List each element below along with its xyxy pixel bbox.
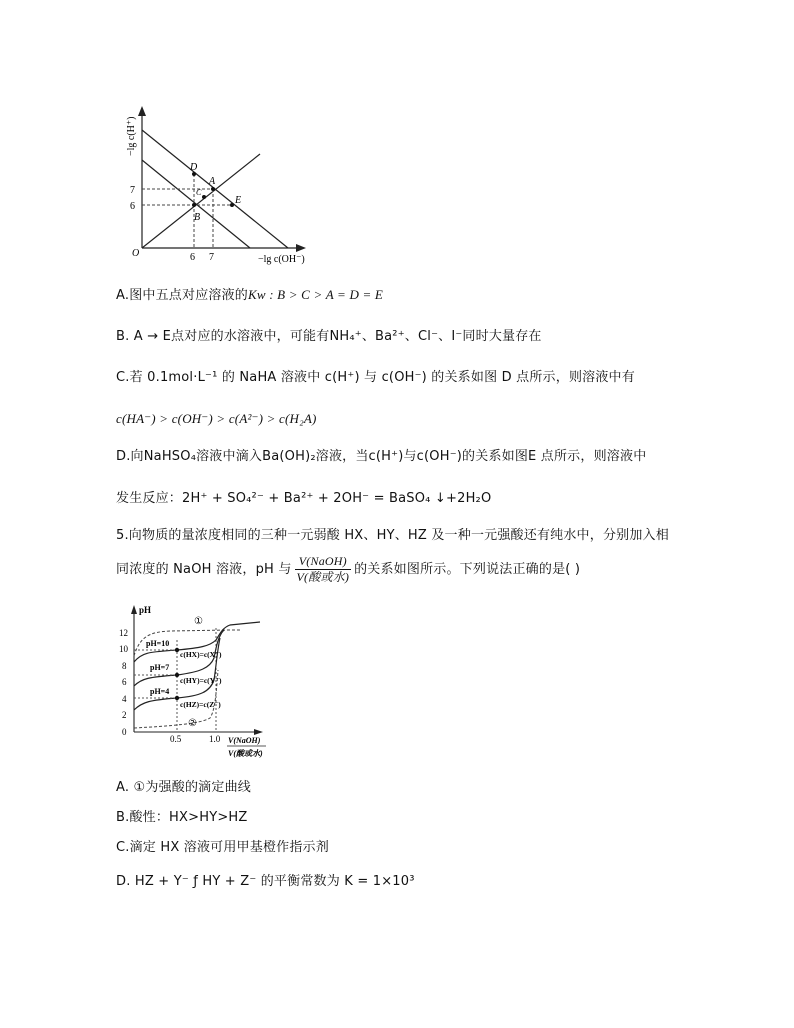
y-tick-6: 6 [122,677,127,687]
curve-2-label: ② [188,718,197,729]
label-e: E [235,195,242,206]
y-tick-2: 2 [122,710,127,720]
x-axis-arrow [254,729,263,735]
point-hx-half [175,648,179,652]
q5-stem-line2 [116,552,580,588]
y-tick-10: 10 [119,644,128,654]
label-b: B [194,212,201,223]
point-c [202,195,206,199]
line-neutral [142,154,260,248]
point-hz-half [175,696,179,700]
q5-option-d: D. HZ + Y⁻ ƒ HY + Z⁻ 的平衡常数为 K = 1×10³ [116,874,415,889]
y-tick-12: 12 [119,628,128,638]
origin-label: O [132,248,140,259]
label-d: D [190,162,198,173]
label-c: C [196,188,202,197]
tick-x7: 7 [209,252,214,263]
x-tick-1-0: 1.0 [209,734,221,744]
ann-hx: c(HX)=c(X⁻) [180,650,222,659]
y-axis-label: pH [139,605,152,615]
q5-stem-line1: 5.向物质的量浓度相同的三种一元弱酸 HX、HY、HZ 及一种一元强酸还有纯水中，分别加入相 [116,528,669,543]
y-axis-label: −lg c(H⁺) [126,116,137,156]
q4-option-d-line1: D.向NaHSO₄溶液中滴入Ba(OH)₂溶液，当c(H⁺)与c(OH⁻)的关系如图E 点所示，则溶液中 [116,449,647,464]
y-tick-0: 0 [122,727,127,737]
label-a: A [209,176,216,187]
ann-hy: c(HY)=c(Y⁻) [180,676,222,685]
x-axis-label: −lg c(OH⁻) [258,254,305,265]
ann-hz-ph: pH=4 [150,687,170,696]
q4-option-c-line2: c(HA⁻) > c(OH⁻) > c(A²⁻) > c(H₂A) [116,411,317,426]
tick-y7: 7 [130,185,135,196]
tick-x6: 6 [190,252,195,263]
ann-hz: c(HZ)=c(Z⁻) [180,700,221,709]
q4-option-d-line2: 发生反应：2H⁺ + SO₄²⁻ + Ba²⁺ + 2OH⁻ = BaSO₄ ↓+2H₂O [116,491,492,506]
x-label-den: V(酸或水) [228,749,263,758]
ann-hx-ph: pH=10 [146,639,170,648]
ann-hy-ph: pH=7 [150,663,170,672]
q4-option-a [116,286,383,305]
q4-option-a-math: Kw : B > C > A = D = E [248,287,384,302]
y-axis-arrow [131,605,137,614]
y-tick-8: 8 [122,661,127,671]
q5-stem-line2-a: 同浓度的 NaOH 溶液，pH 与 [116,562,292,577]
q5-option-a: A. ①为强酸的滴定曲线 [116,780,251,795]
q4-option-a-text: A.图中五点对应溶液的 [116,288,248,303]
x-tick-0-5: 0.5 [170,734,182,744]
point-a [211,187,215,191]
y-axis-arrow [138,106,146,116]
q4-option-b: B. A → E点对应的水溶液中，可能有NH₄⁺、Ba²⁺、Cl⁻、I⁻同时大量存在 [116,329,542,344]
q5-fraction-den: V(酸或水) [296,570,350,584]
q5-option-c: C.滴定 HX 溶液可用甲基橙作指示剂 [116,840,329,855]
y-tick-4: 4 [122,694,127,704]
tick-y6: 6 [130,201,135,212]
q5-fraction [295,554,352,585]
q5-option-b: B.酸性：HX>HY>HZ [116,810,248,825]
titration-chart [110,600,270,768]
point-b [192,203,196,207]
x-label-num: V(NaOH) [228,736,261,745]
q5-stem-line2-b: 的关系如图所示。下列说法正确的是( ) [354,562,581,577]
point-hy-half [175,673,179,677]
point-e [230,203,234,207]
curve-1-label: ① [194,616,203,627]
q4-option-c-line1: C.若 0.1mol·L⁻¹ 的 NaHA 溶液中 c(H⁺) 与 c(OH⁻) 的关系如图 D 点所示，则溶液中有 [116,370,635,385]
water-ionization-chart [110,96,320,272]
x-axis-arrow [296,244,306,252]
q5-fraction-num: V(NaOH) [295,554,352,570]
